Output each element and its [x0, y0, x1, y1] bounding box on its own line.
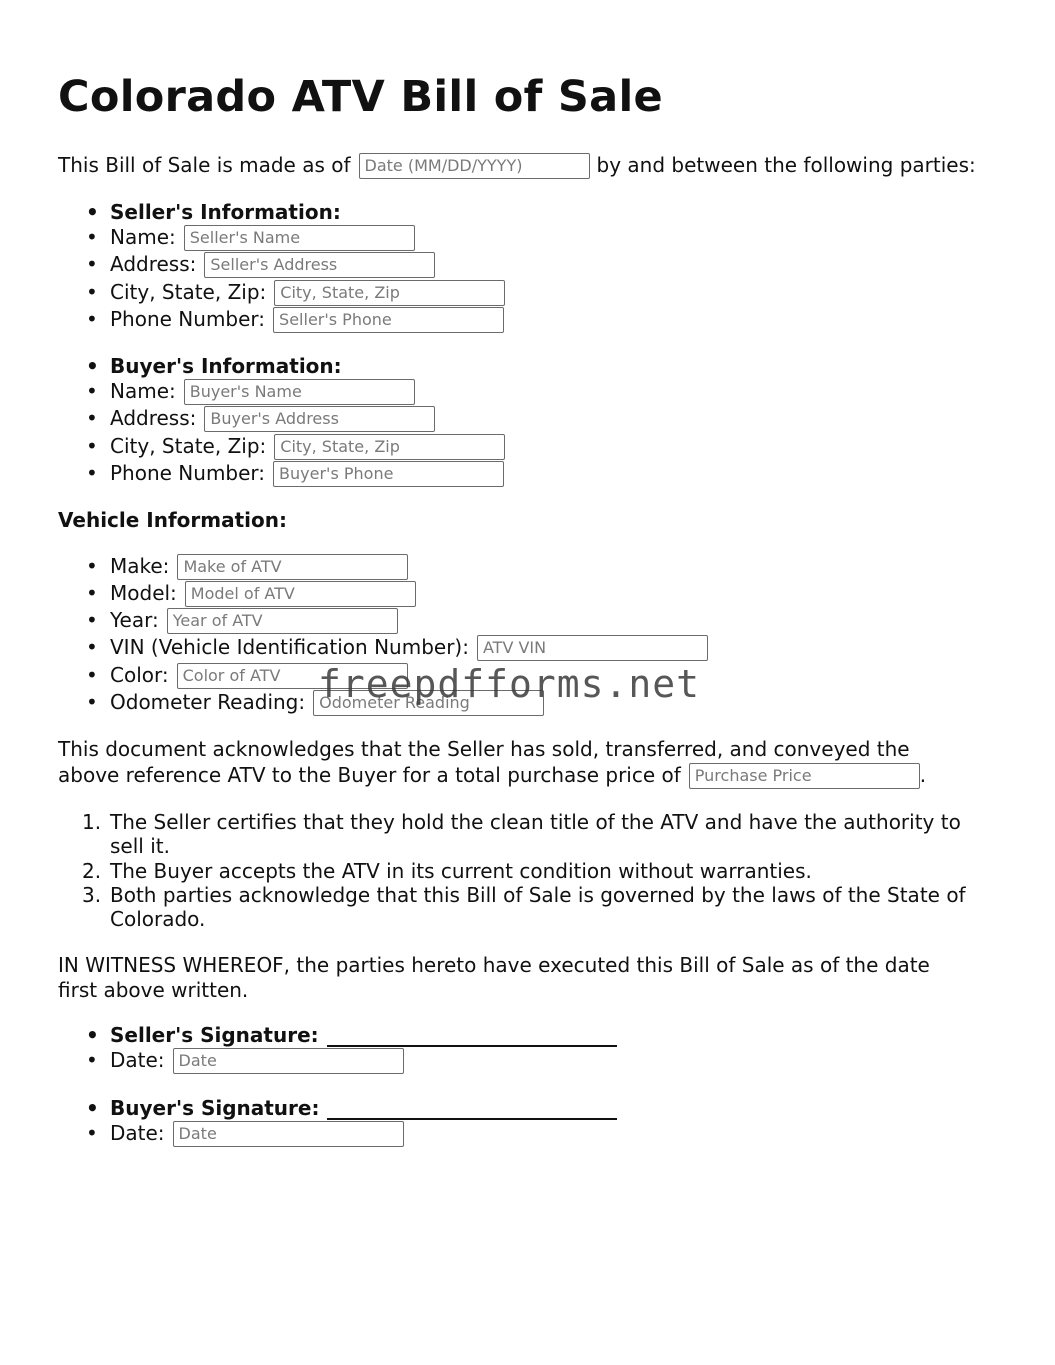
buyer-name-row — [110, 378, 415, 405]
seller-csz-input[interactable] — [274, 280, 505, 306]
ack-line-2-text: above reference ATV to the Buyer for a total purchase price of — [58, 763, 681, 787]
seller-phone-row — [110, 306, 504, 333]
seller-address-label: • Address: — [110, 252, 197, 276]
purchase-price-input[interactable] — [689, 763, 920, 789]
seller-signature-row — [110, 1022, 617, 1049]
vehicle-make-row — [110, 553, 408, 580]
seller-name-row — [110, 224, 415, 251]
seller-date-row — [110, 1047, 404, 1074]
buyer-signature-line[interactable] — [327, 1098, 617, 1120]
seller-address-row — [110, 251, 435, 278]
ack-line-2 — [58, 762, 926, 789]
vehicle-color-input[interactable] — [177, 663, 408, 689]
vehicle-vin-row — [110, 634, 708, 661]
term-1-number: 1. — [82, 810, 102, 834]
intro-after-text: by and between the following parties: — [596, 153, 976, 177]
buyer-csz-label: • City, State, Zip: — [110, 434, 267, 458]
vehicle-model-row — [110, 580, 416, 607]
page-title: Colorado ATV Bill of Sale — [58, 72, 663, 122]
seller-csz-row — [110, 279, 505, 306]
buyer-phone-row — [110, 460, 504, 487]
buyer-address-input[interactable] — [204, 406, 435, 432]
buyer-address-label: • Address: — [110, 406, 197, 430]
intro-line — [58, 152, 976, 179]
term-3-text: Both parties acknowledge that this Bill of Sale is governed by the laws of the State of — [110, 883, 966, 907]
term-3-continuation: Colorado. — [110, 907, 206, 931]
buyer-phone-label: • Phone Number: — [110, 461, 266, 485]
vehicle-model-label: • Model: — [110, 581, 177, 605]
seller-name-label: • Name: — [110, 225, 176, 249]
term-2-text: The Buyer accepts the ATV in its current condition without warranties. — [110, 859, 812, 883]
term-3-number: 3. — [82, 883, 102, 907]
seller-address-input[interactable] — [204, 252, 435, 278]
seller-signature-label: • Seller's Signature: — [110, 1023, 319, 1047]
term-1-text: The Seller certifies that they hold the clean title of the ATV and have the authority to — [110, 810, 961, 834]
term-2-number: 2. — [82, 859, 102, 883]
seller-heading: • Seller's Information: — [110, 199, 341, 226]
seller-phone-label: • Phone Number: — [110, 307, 266, 331]
vehicle-color-label: • Color: — [110, 663, 169, 687]
seller-phone-input[interactable] — [273, 307, 504, 333]
vehicle-year-input[interactable] — [167, 608, 398, 634]
buyer-heading: • Buyer's Information: — [110, 353, 342, 380]
witness-line-1: IN WITNESS WHEREOF, the parties hereto have executed this Bill of Sale as of the date — [58, 953, 930, 977]
buyer-csz-input[interactable] — [274, 434, 505, 460]
witness-line-2: first above written. — [58, 978, 249, 1002]
vehicle-model-input[interactable] — [185, 581, 416, 607]
intro-before-text: This Bill of Sale is made as of — [58, 153, 351, 177]
buyer-date-input[interactable] — [173, 1121, 404, 1147]
seller-csz-label: • City, State, Zip: — [110, 280, 267, 304]
seller-name-input[interactable] — [184, 225, 415, 251]
buyer-signature-row — [110, 1095, 617, 1122]
seller-date-input[interactable] — [173, 1048, 404, 1074]
term-1-continuation: sell it. — [110, 834, 170, 858]
seller-date-label: • Date: — [110, 1048, 165, 1072]
vehicle-year-label: • Year: — [110, 608, 159, 632]
vehicle-odometer-input[interactable] — [313, 690, 544, 716]
vehicle-odometer-label: • Odometer Reading: — [110, 690, 306, 714]
watermark-text: freepdfforms.net — [318, 662, 701, 706]
buyer-csz-row — [110, 433, 505, 460]
vehicle-heading: Vehicle Information: — [58, 508, 287, 532]
vehicle-vin-label: • VIN (Vehicle Identification Number): — [110, 635, 469, 659]
buyer-date-row — [110, 1120, 404, 1147]
seller-signature-line[interactable] — [327, 1025, 617, 1047]
buyer-address-row — [110, 405, 435, 432]
ack-line-1: This document acknowledges that the Seller has sold, transferred, and conveyed the — [58, 737, 910, 761]
term-3 — [82, 882, 966, 909]
term-2 — [82, 858, 812, 885]
term-1 — [82, 809, 961, 836]
buyer-signature-label: • Buyer's Signature: — [110, 1096, 320, 1120]
sale-date-input[interactable] — [359, 153, 590, 179]
vehicle-color-row — [110, 662, 408, 689]
buyer-name-input[interactable] — [184, 379, 415, 405]
vehicle-vin-input[interactable] — [477, 635, 708, 661]
vehicle-year-row — [110, 607, 398, 634]
vehicle-make-label: • Make: — [110, 554, 170, 578]
buyer-name-label: • Name: — [110, 379, 176, 403]
ack-end-period: . — [919, 763, 927, 787]
vehicle-odometer-row — [110, 689, 544, 716]
buyer-phone-input[interactable] — [273, 461, 504, 487]
vehicle-make-input[interactable] — [177, 554, 408, 580]
buyer-date-label: • Date: — [110, 1121, 165, 1145]
